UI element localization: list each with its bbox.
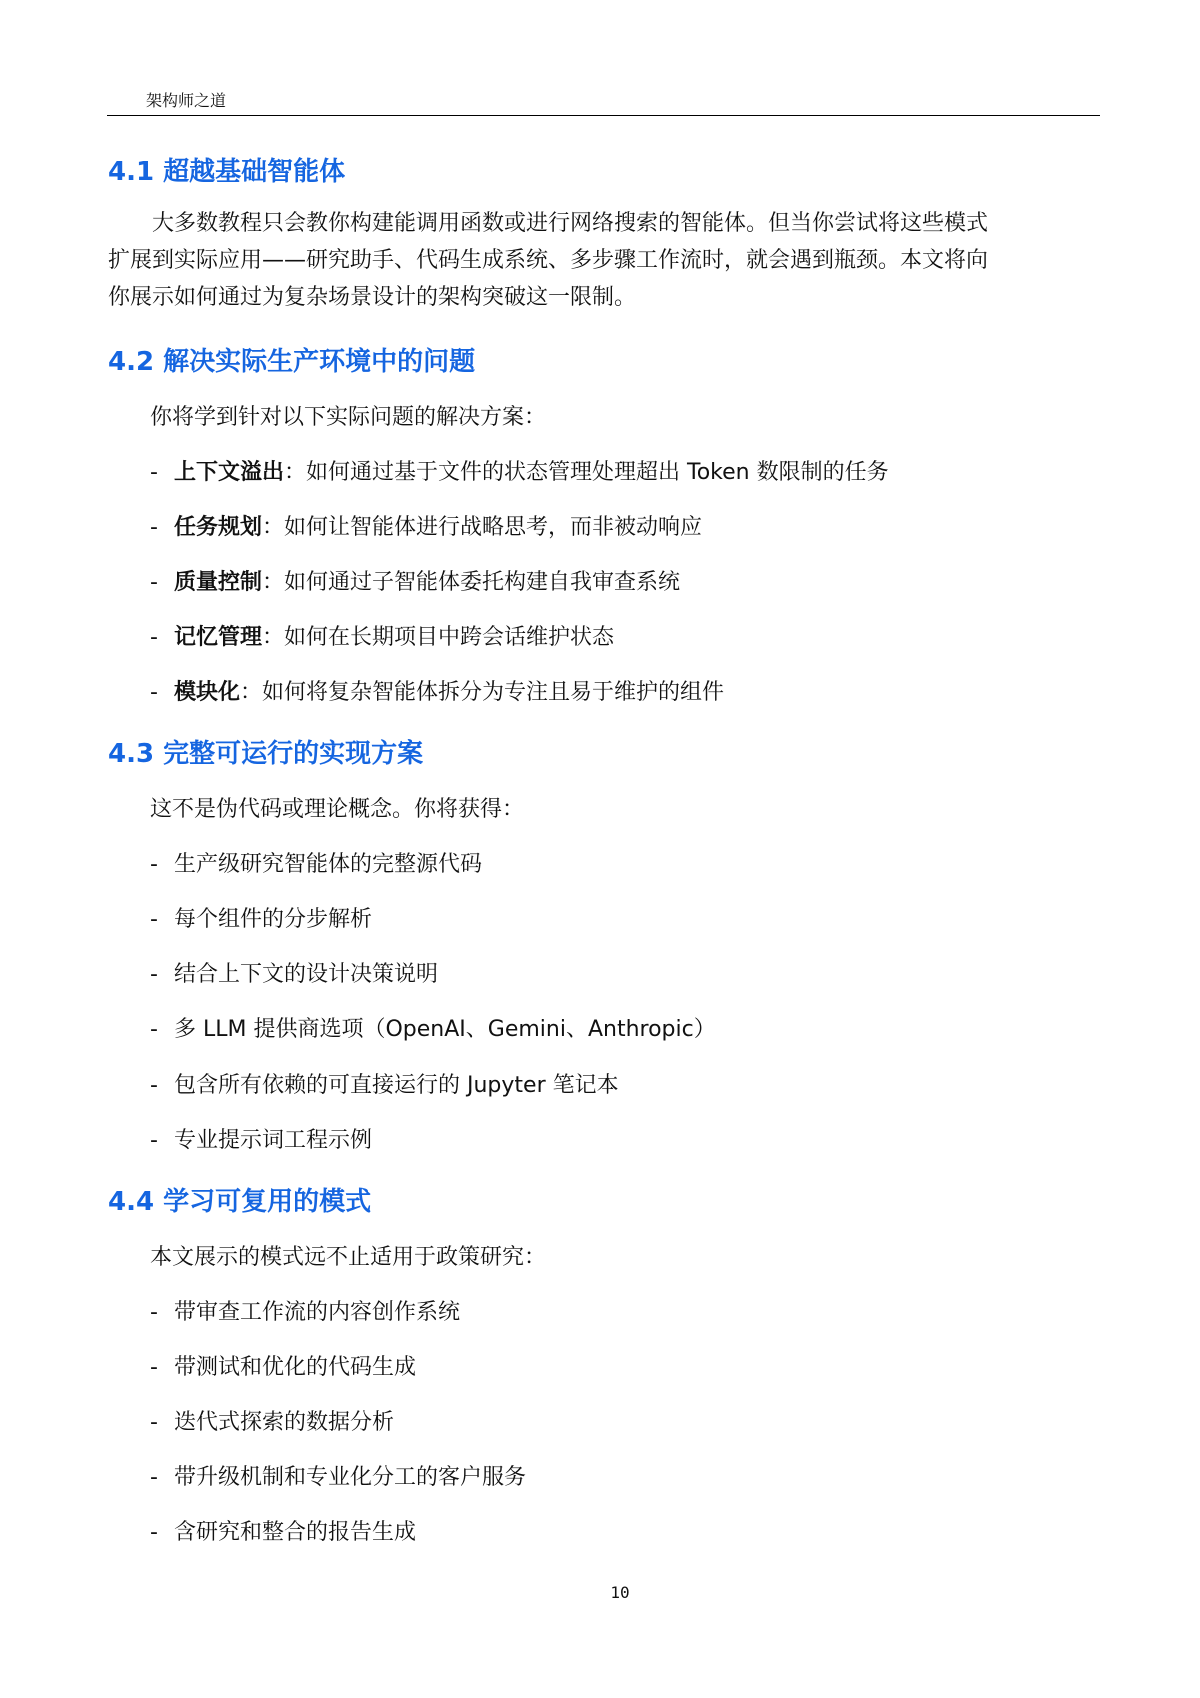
header-rule <box>107 115 1100 116</box>
list-item: - 迭代式探索的数据分析 <box>150 1410 395 1435</box>
list-item: - 含研究和整合的报告生成 <box>150 1520 417 1545</box>
section-4-3-intro: 这不是伪代码或理论概念。你将获得： <box>150 797 525 822</box>
list-item-text: 包含所有依赖的可直接运行的 Jupyter 笔记本 <box>174 1073 619 1098</box>
list-item: - 生产级研究智能体的完整源代码 <box>150 852 483 877</box>
list-item: - 任务规划：如何让智能体进行战略思考，而非被动响应 <box>150 515 703 540</box>
list-item-term: 上下文溢出 <box>174 460 285 485</box>
list-item: - 每个组件的分步解析 <box>150 907 373 932</box>
list-item: - 结合上下文的设计决策说明 <box>150 962 439 987</box>
list-item: - 带升级机制和专业化分工的客户服务 <box>150 1465 527 1490</box>
list-item-text: 带测试和优化的代码生成 <box>174 1355 417 1380</box>
list-item-term: 模块化 <box>174 680 241 705</box>
list-item: - 记忆管理：如何在长期项目中跨会话维护状态 <box>150 625 615 650</box>
section-4-1-paragraph <box>108 205 1098 316</box>
list-item-text: 每个组件的分步解析 <box>174 907 373 932</box>
list-item-text: ：如何在长期项目中跨会话维护状态 <box>262 625 615 650</box>
list-item-text: ：如何将复杂智能体拆分为专注且易于维护的组件 <box>240 680 725 705</box>
section-title-4-4: 4.4 学习可复用的模式 <box>108 1187 372 1217</box>
paragraph-line: 大多数教程只会教你构建能调用函数或进行网络搜索的智能体。但当你尝试将这些模式 <box>108 211 989 236</box>
list-item: - 质量控制：如何通过子智能体委托构建自我审查系统 <box>150 570 681 595</box>
list-item: - 上下文溢出：如何通过基于文件的状态管理处理超出 Token 数限制的任务 <box>150 460 889 485</box>
list-item-text: 带升级机制和专业化分工的客户服务 <box>174 1465 527 1490</box>
section-title-4-1: 4.1 超越基础智能体 <box>108 157 346 187</box>
list-item-term: 记忆管理 <box>174 625 263 650</box>
list-item-text: 含研究和整合的报告生成 <box>174 1520 417 1545</box>
section-title-4-3: 4.3 完整可运行的实现方案 <box>108 739 424 769</box>
list-item-text: 多 LLM 提供商选项（OpenAI、Gemini、Anthropic） <box>174 1017 716 1042</box>
list-item: - 多 LLM 提供商选项（OpenAI、Gemini、Anthropic） <box>150 1017 716 1042</box>
running-header: 架构师之道 <box>146 91 227 110</box>
list-item-term: 质量控制 <box>174 570 263 595</box>
list-item-text: ：如何通过基于文件的状态管理处理超出 Token 数限制的任务 <box>284 460 889 485</box>
list-item: - 包含所有依赖的可直接运行的 Jupyter 笔记本 <box>150 1073 619 1098</box>
list-item: - 带测试和优化的代码生成 <box>150 1355 417 1380</box>
list-item: - 带审查工作流的内容创作系统 <box>150 1300 461 1325</box>
section-title-4-2: 4.2 解决实际生产环境中的问题 <box>108 347 476 377</box>
paragraph-line: 你展示如何通过为复杂场景设计的架构突破这一限制。 <box>108 285 637 310</box>
list-item-text: 生产级研究智能体的完整源代码 <box>174 852 483 877</box>
paragraph-line: 扩展到实际应用——研究助手、代码生成系统、多步骤工作流时，就会遇到瓶颈。本文将向 <box>108 248 989 273</box>
list-item-text: 专业提示词工程示例 <box>174 1128 373 1153</box>
list-item-text: 带审查工作流的内容创作系统 <box>174 1300 461 1325</box>
page-number: 10 <box>610 1583 630 1602</box>
list-item-text: ：如何通过子智能体委托构建自我审查系统 <box>262 570 681 595</box>
section-4-4-intro: 本文展示的模式远不止适用于政策研究： <box>150 1245 547 1270</box>
section-4-2-intro: 你将学到针对以下实际问题的解决方案： <box>150 405 547 430</box>
list-item-text: ：如何让智能体进行战略思考，而非被动响应 <box>262 515 703 540</box>
list-item-term: 任务规划 <box>174 515 263 540</box>
list-item-text: 结合上下文的设计决策说明 <box>174 962 439 987</box>
list-item: - 专业提示词工程示例 <box>150 1128 373 1153</box>
list-item: - 模块化：如何将复杂智能体拆分为专注且易于维护的组件 <box>150 680 725 705</box>
list-item-text: 迭代式探索的数据分析 <box>174 1410 395 1435</box>
